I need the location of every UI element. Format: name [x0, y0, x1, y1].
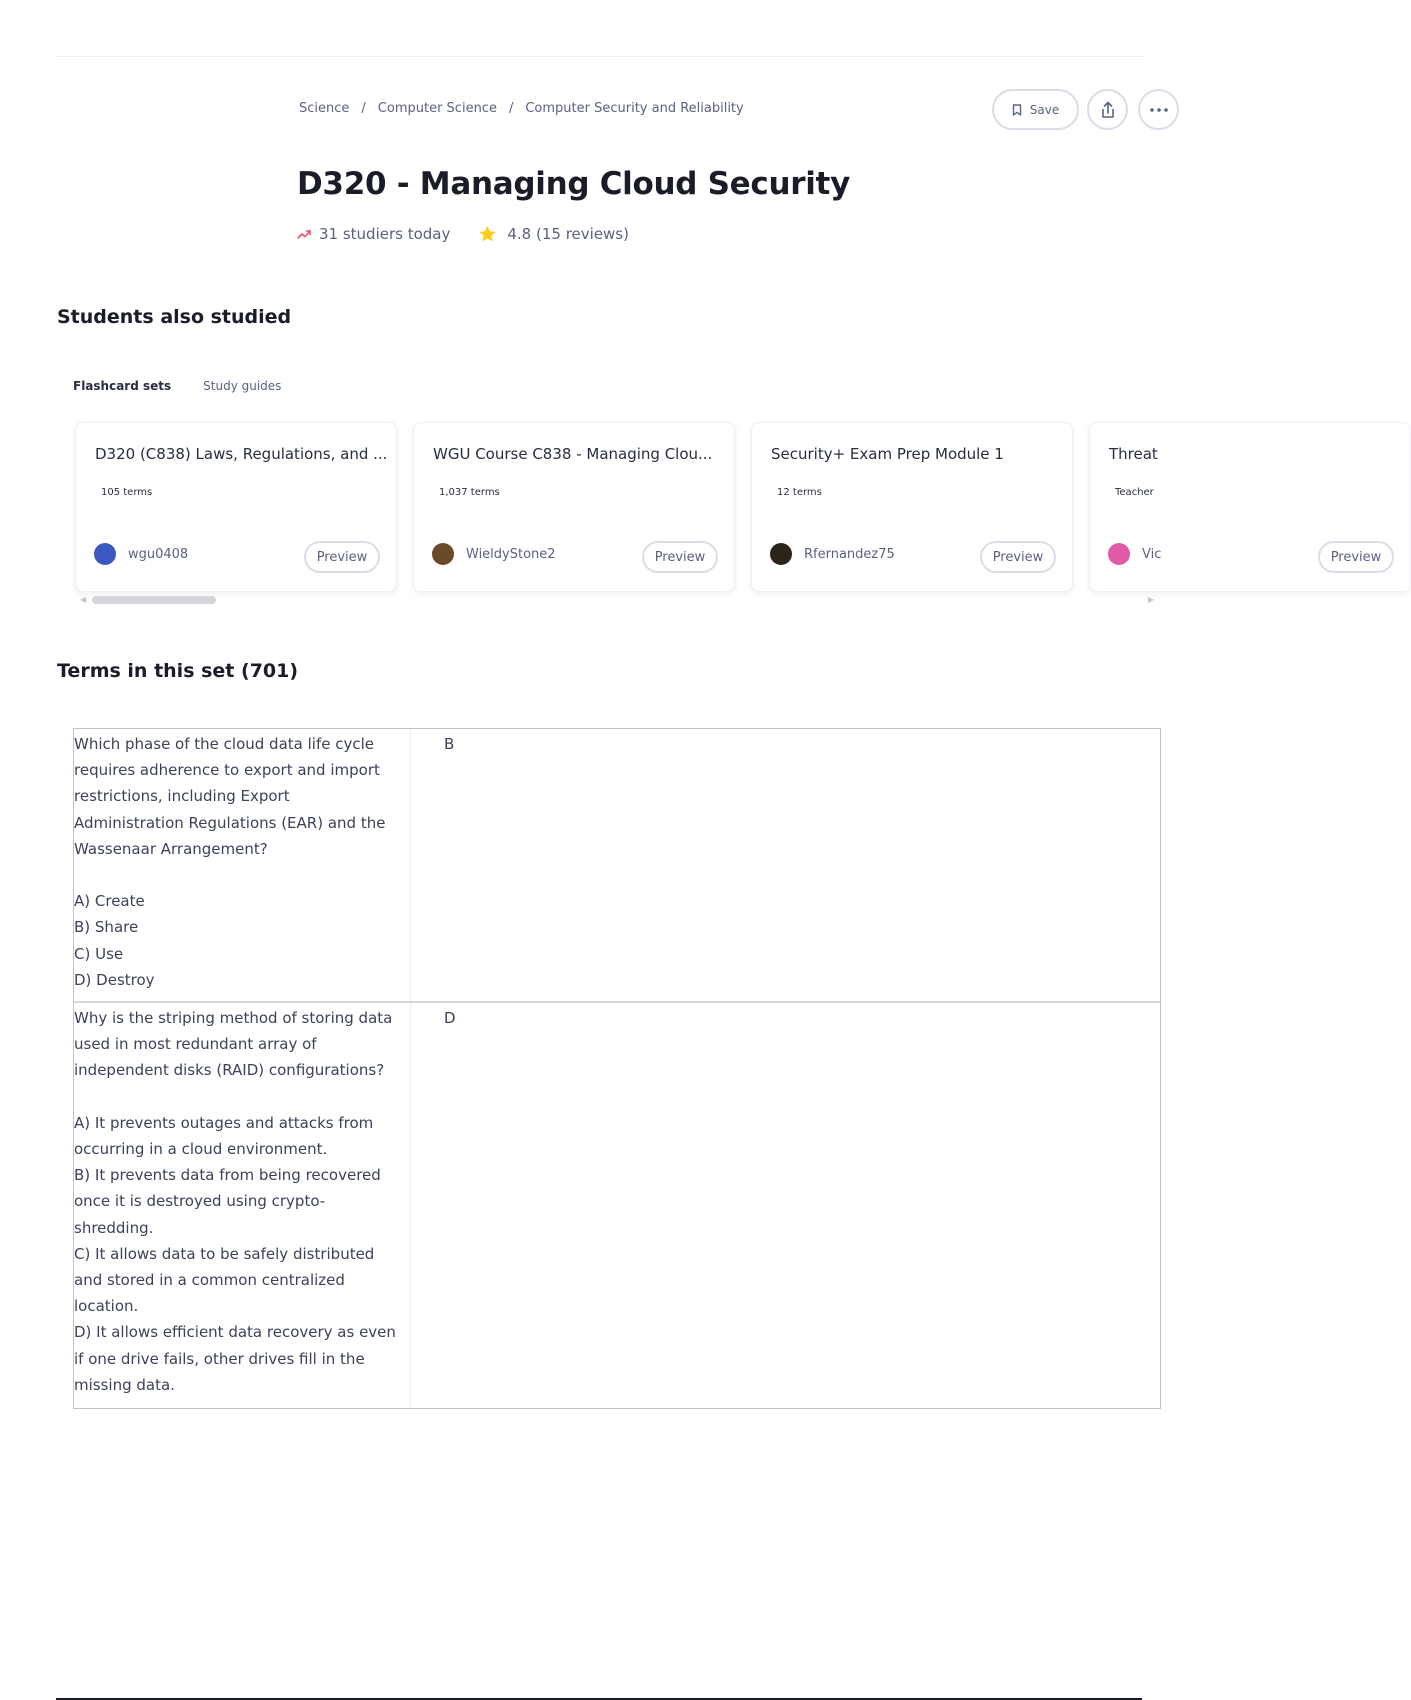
studiers-count	[297, 225, 450, 243]
star-icon	[478, 225, 497, 243]
studiers-text: 31 studiers today	[319, 225, 451, 243]
card-creator[interactable]	[1108, 543, 1161, 565]
term-question: Which phase of the cloud data life cycle requires adherence to export and import restrictions, including Export Administration Regulations (EAR) and the Wassenaar Arrangement? A) Create B) Share C) Use D) Destroy	[74, 729, 411, 1001]
card-terms-count: 105 terms	[101, 487, 153, 498]
save-button[interactable]	[992, 89, 1079, 130]
preview-button[interactable]: Preview	[642, 541, 718, 573]
tab-study-guides[interactable]: Study guides	[203, 379, 282, 393]
set-meta	[297, 225, 629, 243]
breadcrumb	[299, 101, 744, 116]
students-also-studied-heading: Students also studied	[57, 306, 292, 328]
table-row	[74, 1003, 1160, 1408]
save-button-label: Save	[1029, 102, 1060, 117]
study-set-card[interactable]	[413, 422, 735, 592]
carousel-scrollbar[interactable]	[80, 596, 1154, 604]
term-question: Why is the striping method of storing data used in most redundant array of independent disks (RAID) configurations? A) It prevents outages and attacks from occurring in a cloud environment. B) It prevents data from being recovered once it is destroyed using crypto-shredding. C) It allows data to be safely distributed and stored in a common centralized location. D) It allows efficient data recovery as even if one drive fails, other drives fill in the missing data.	[74, 1003, 411, 1408]
scroll-right-arrow-icon[interactable]: ▶	[1147, 595, 1154, 604]
card-terms-count: 12 terms	[777, 487, 822, 498]
card-terms-count: 1,037 terms	[439, 487, 500, 498]
card-creator[interactable]	[770, 543, 895, 565]
breadcrumb-separator: /	[361, 101, 366, 116]
more-horizontal-icon	[1149, 107, 1169, 113]
card-creator[interactable]	[432, 543, 556, 565]
preview-button[interactable]: Preview	[980, 541, 1056, 573]
card-username: wgu0408	[128, 546, 189, 562]
preview-button[interactable]: Preview	[1318, 541, 1394, 573]
card-username: WieldyStone2	[466, 546, 556, 562]
avatar	[432, 543, 454, 565]
tab-flashcard-sets[interactable]: Flashcard sets	[73, 379, 172, 393]
term-answer: B	[444, 735, 455, 753]
card-title: Threat	[1109, 445, 1158, 463]
breadcrumb-item-computer-science[interactable]: Computer Science	[377, 101, 497, 116]
avatar	[1108, 543, 1130, 565]
card-username: Rfernandez75	[804, 546, 895, 562]
breadcrumb-item-computer-security[interactable]: Computer Security and Reliability	[525, 101, 744, 116]
share-icon	[1100, 101, 1116, 119]
preview-button[interactable]: Preview	[304, 541, 380, 573]
top-divider	[56, 56, 1146, 57]
table-row	[74, 729, 1160, 1003]
terms-heading: Terms in this set (701)	[57, 660, 299, 682]
more-options-button[interactable]	[1138, 89, 1179, 130]
also-studied-tabs	[73, 379, 281, 393]
card-terms-count: Teacher	[1115, 487, 1154, 498]
study-set-card[interactable]	[75, 422, 397, 592]
avatar	[770, 543, 792, 565]
set-rating[interactable]	[478, 225, 629, 243]
set-title: D320 - Managing Cloud Security	[297, 166, 850, 202]
set-actions	[992, 89, 1179, 130]
study-set-card[interactable]	[751, 422, 1073, 592]
card-creator[interactable]	[94, 543, 188, 565]
breadcrumb-separator: /	[508, 101, 514, 116]
scroll-left-arrow-icon[interactable]: ◀	[80, 595, 87, 604]
card-title: Security+ Exam Prep Module 1	[771, 445, 1004, 463]
terms-table	[73, 728, 1161, 1409]
term-answer: D	[444, 1009, 456, 1027]
bookmark-icon	[1012, 104, 1022, 116]
card-username: Vic	[1142, 546, 1162, 562]
scrollbar-thumb[interactable]	[92, 596, 216, 604]
trending-up-icon	[297, 229, 311, 239]
study-set-card[interactable]	[1089, 422, 1411, 592]
card-title: WGU Course C838 - Managing Clou...	[433, 445, 713, 463]
also-studied-carousel	[73, 422, 1382, 592]
share-button[interactable]	[1087, 89, 1128, 130]
breadcrumb-item-science[interactable]: Science	[299, 101, 350, 116]
card-title: D320 (C838) Laws, Regulations, and ...	[95, 445, 388, 463]
avatar	[94, 543, 116, 565]
rating-text: 4.8 (15 reviews)	[507, 225, 629, 243]
